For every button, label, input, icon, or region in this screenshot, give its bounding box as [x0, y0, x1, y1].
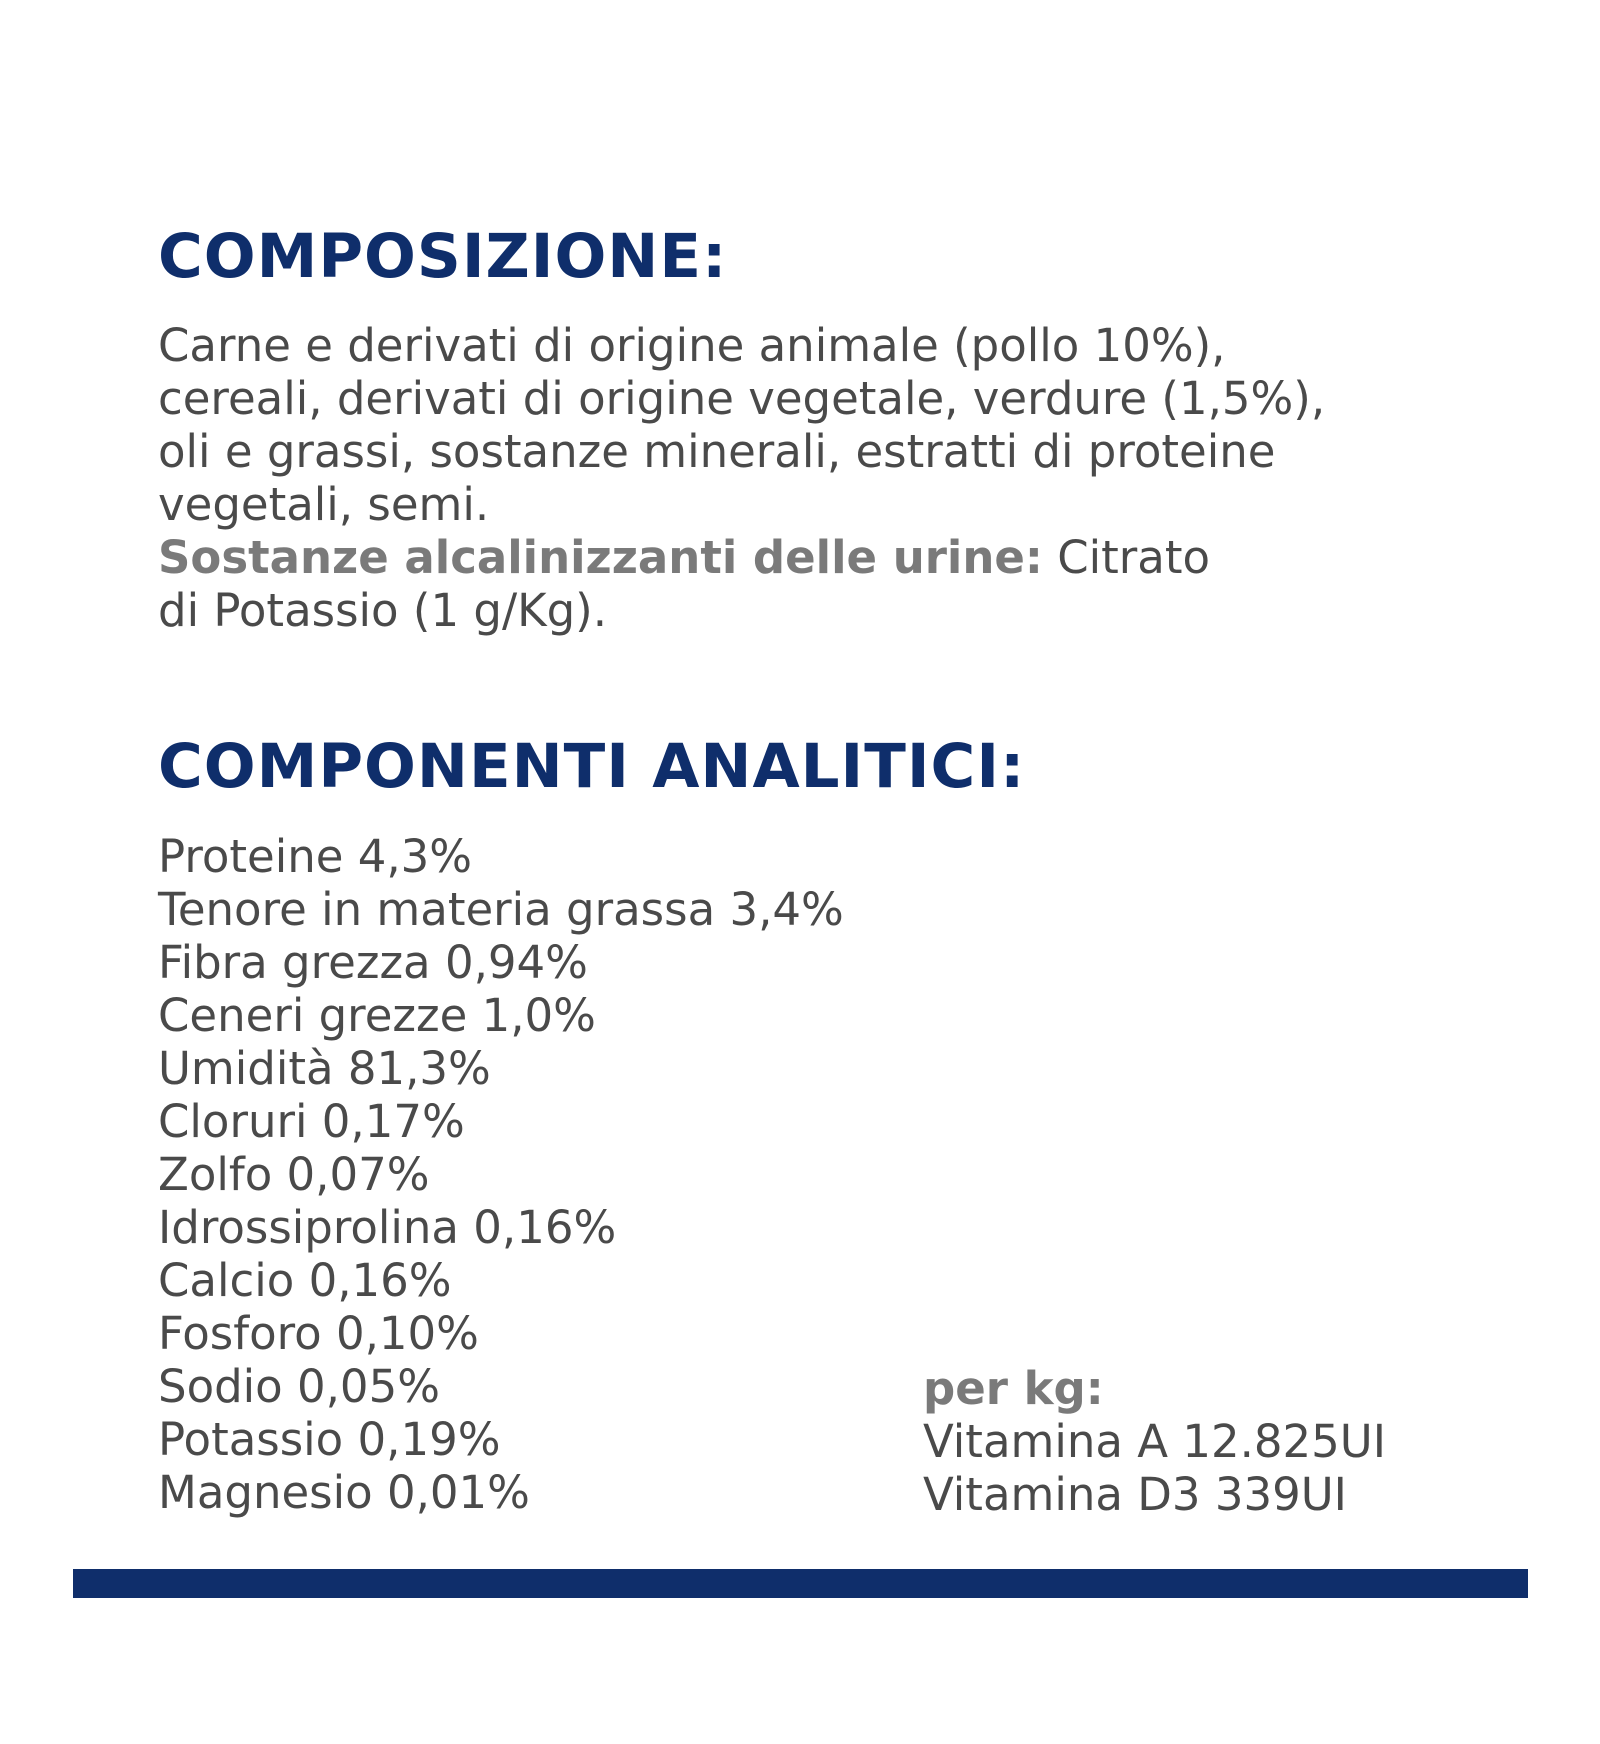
composizione-heading: COMPOSIZIONE: [158, 221, 728, 292]
analytic-item: Potassio 0,19% [158, 1413, 501, 1466]
analytic-item: Sodio 0,05% [158, 1360, 440, 1413]
analytic-item: Cloruri 0,17% [158, 1095, 465, 1148]
analytic-item: Proteine 4,3% [158, 830, 473, 883]
analytic-item: Fosforo 0,10% [158, 1307, 479, 1360]
analytic-item: Tenore in materia grassa 3,4% [158, 883, 844, 936]
composizione-line: vegetali, semi. [158, 478, 490, 531]
analytic-item: Calcio 0,16% [158, 1254, 452, 1307]
alkaline-value: Citrato [1042, 531, 1211, 584]
componenti-heading: COMPONENTI ANALITICI: [158, 731, 1026, 802]
analytic-item: Ceneri grezze 1,0% [158, 989, 596, 1042]
analytic-item: Fibra grezza 0,94% [158, 936, 588, 989]
analytic-item: Magnesio 0,01% [158, 1466, 530, 1519]
analytic-item: Zolfo 0,07% [158, 1148, 430, 1201]
bottom-divider-bar [73, 1569, 1528, 1598]
composizione-line: Carne e derivati di origine animale (pollo 10%), [158, 319, 1226, 372]
per-kg-title: per kg: [923, 1362, 1104, 1415]
alkaline-value-continued: di Potassio (1 g/Kg). [158, 584, 608, 637]
vitamin-item: Vitamina D3 339UI [923, 1468, 1347, 1521]
vitamin-item: Vitamina A 12.825UI [923, 1415, 1387, 1468]
composizione-line: cereali, derivati di origine vegetale, verdure (1,5%), [158, 372, 1326, 425]
analytic-item: Umidità 81,3% [158, 1042, 491, 1095]
per-kg-section [923, 1362, 1386, 1521]
analytic-item: Idrossiprolina 0,16% [158, 1201, 617, 1254]
composizione-text [158, 319, 1458, 637]
alkaline-line [158, 531, 1458, 584]
alkaline-label: Sostanze alcalinizzanti delle urine: [158, 531, 1043, 584]
analytic-components-list [158, 830, 844, 1519]
composizione-line: oli e grassi, sostanze minerali, estratti di proteine [158, 425, 1276, 478]
